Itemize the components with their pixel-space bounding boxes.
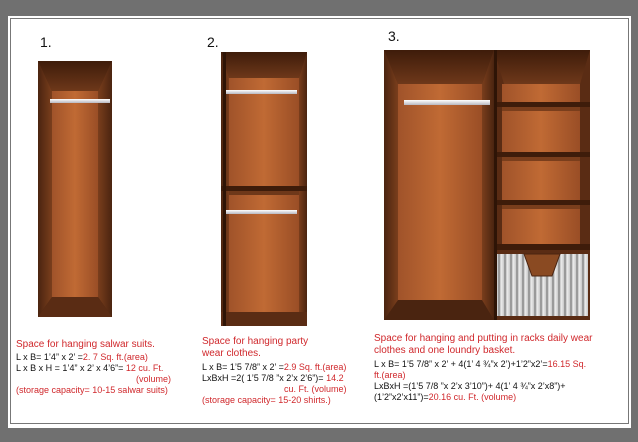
rack-shelf-4 bbox=[494, 244, 590, 250]
panel-3-line2: LxBxH =(1’5 7/8 ”x 2’x 3’10”)+ 4(1’ 4 ¾”x 2’x8”)+ bbox=[374, 381, 566, 391]
panel-1-volume: 12 cu. Ft. bbox=[125, 363, 164, 373]
wardrobe-3-drawing bbox=[384, 50, 590, 320]
panel-1-number: 1. bbox=[40, 34, 52, 50]
panel-3-area: 16.15 Sq. bbox=[547, 359, 587, 369]
hanging-rod-3 bbox=[404, 100, 490, 105]
panel-2-line1-prefix: L x B= 1’5 7/8” x 2’ = bbox=[202, 362, 284, 372]
middle-shelf-2 bbox=[221, 186, 307, 191]
panel-2-title-a: Space for hanging party bbox=[202, 336, 309, 347]
panel-2-number: 2. bbox=[207, 34, 219, 50]
panel-1-volume-label: (volume) bbox=[136, 374, 172, 384]
frame-right-bar bbox=[631, 0, 638, 442]
frame-top-bar bbox=[0, 0, 638, 16]
panel-3-title-b: clothes and one loundry basket. bbox=[374, 345, 516, 356]
panel-2-capacity: (storage capacity= 15-20 shirts.) bbox=[202, 395, 331, 405]
panel-2-volume-label: cu. Ft. (volume) bbox=[284, 384, 347, 394]
wardrobe-2-drawing bbox=[221, 52, 307, 326]
rack-shelf-3 bbox=[494, 200, 590, 205]
hanging-rod-1 bbox=[50, 99, 110, 103]
hanging-rod-2a bbox=[225, 90, 297, 94]
hanging-rod-2b bbox=[225, 210, 297, 214]
panel-2-area: 2.9 Sq. ft.(area) bbox=[283, 362, 347, 372]
panel-2-title-b: wear clothes. bbox=[202, 348, 261, 359]
panel-3-area-unit: ft.(area) bbox=[374, 370, 406, 380]
wardrobe-1-drawing bbox=[38, 61, 112, 317]
rack-shelf-2 bbox=[494, 152, 590, 157]
panel-3-number: 3. bbox=[388, 28, 400, 44]
panel-3-line1-prefix: L x B= 1’5 7/8” x 2’ + 4(1’ 4 ¾”x 2’)+1’2”x2’= bbox=[374, 359, 548, 369]
panel-1-line1-prefix: L x B= 1’4” x 2’ = bbox=[16, 352, 83, 362]
panel-1-title: Space for hanging salwar suits. bbox=[16, 339, 155, 350]
panel-2-volume: 14.2 bbox=[326, 373, 344, 383]
panel-2-line2-prefix: LxBxH =2( 1’5 7/8 ”x 2’x 2’6”)= bbox=[202, 373, 327, 383]
panel-3-title-a: Space for hanging and putting in racks daily wear bbox=[374, 333, 593, 344]
panel-1-line2-prefix: L x B x H = 1’4” x 2’ x 4’6”= bbox=[16, 363, 126, 373]
frame-left-bar bbox=[0, 0, 8, 442]
panel-1-capacity: (storage capacity= 10-15 salwar suits) bbox=[16, 385, 168, 395]
panel-1-area: 2. 7 Sq. ft.(area) bbox=[82, 352, 148, 362]
panel-3-line3-prefix: (1’2”x2’x11”)= bbox=[374, 392, 429, 402]
rack-shelf-1 bbox=[494, 102, 590, 107]
frame-bottom-bar bbox=[0, 428, 638, 442]
panel-3-volume: 20.16 cu. Ft. (volume) bbox=[428, 392, 517, 402]
